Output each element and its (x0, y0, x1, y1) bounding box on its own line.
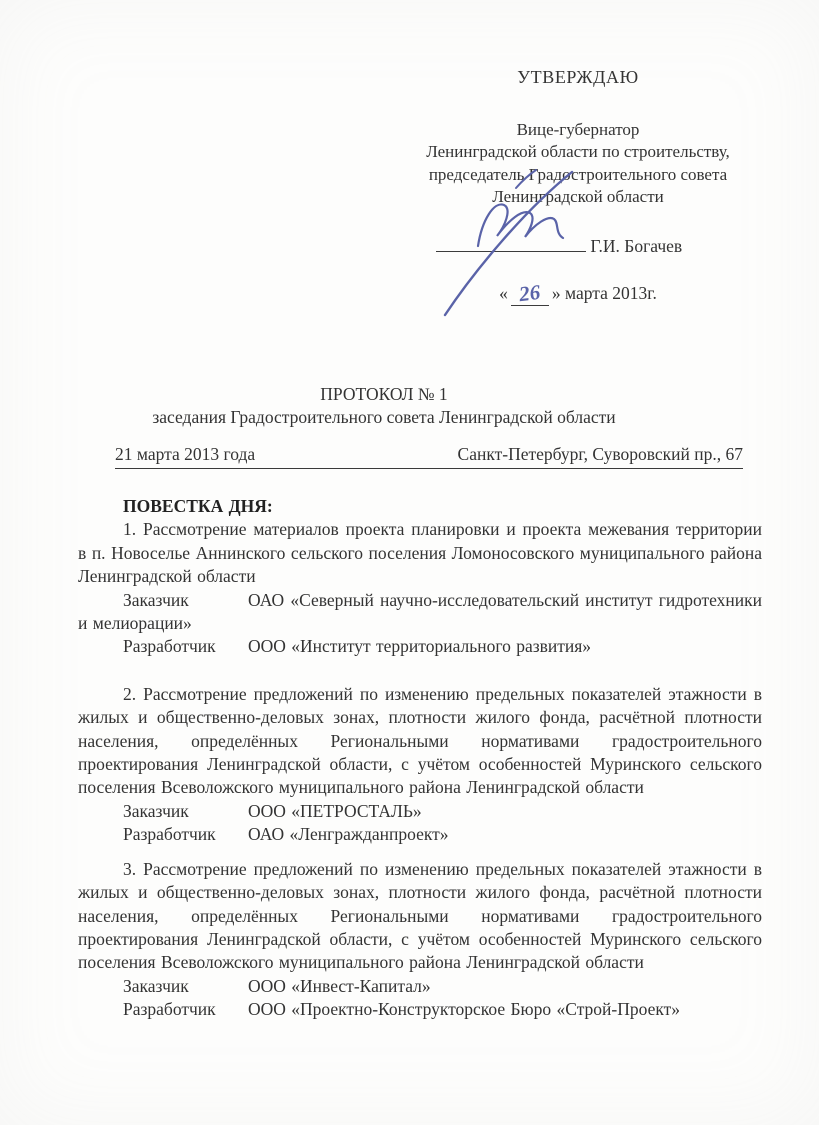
customer-label: Заказчик (123, 975, 189, 996)
agenda-heading: ПОВЕСТКА ДНЯ: (123, 496, 273, 516)
customer-row (78, 589, 762, 636)
customer-value: ООО «Инвест-Капитал» (248, 975, 431, 996)
approval-line-3: председатель Градостроительного совета (428, 164, 728, 184)
customer-row (78, 800, 762, 823)
dateline-place: Санкт-Петербург, Суворовский пр., 67 (457, 444, 743, 464)
item-text: 3. Рассмотрение предложений по изменению предельных показателей этажности в жилых и общественно-деловых зонах, плотности жилого фонда, расчётной плотности населения, определённых Региональными нормативами градостроительного проектирования Ленинградской области, с учётом особенностей Муринского сельского поселения Всеволожского муниципального района Ленинградской области (78, 858, 762, 973)
agenda-item-2 (78, 683, 762, 847)
developer-label: Разработчик (123, 999, 216, 1020)
agenda (78, 495, 762, 1022)
dateline-date: 21 марта 2013 года (115, 444, 256, 464)
signature-scribble (420, 150, 600, 330)
protocol-title-block (78, 383, 690, 429)
customer-value: ООО «ПЕТРОСТАЛЬ» (248, 800, 422, 821)
developer-row (78, 823, 762, 846)
developer-row (78, 998, 762, 1021)
developer-value: ООО «Институт территориального развития» (248, 636, 592, 657)
approval-line-4: Ленинградской области (492, 187, 664, 206)
signature-stroke-flick (516, 170, 536, 188)
customer-label: Заказчик (123, 589, 189, 610)
customer-value: ОАО «Северный научно-исследовательский институт гидротехники и мелиорации» (78, 589, 762, 634)
agenda-item-1 (78, 518, 762, 658)
developer-label: Разработчик (123, 824, 216, 845)
developer-value: ООО «Проектно-Конструкторское Бюро «Строй-Проект» (248, 999, 681, 1020)
item-text: 2. Рассмотрение предложений по изменению предельных показателей этажности в жилых и общественно-деловых зонах, плотности жилого фонда, расчётной плотности населения, определённых Региональными нормативами градостроительного проектирования Ленинградской области, с учётом особенностей Муринского сельского поселения Всеволожского муниципального района Ленинградской области (78, 683, 762, 798)
handwritten-day: 26 (518, 279, 542, 307)
signatory-name: Г.И. Богачев (590, 235, 683, 256)
developer-label: Разработчик (123, 636, 216, 657)
protocol-subtitle: заседания Градостроительного совета Ленинградской области (152, 407, 616, 427)
approval-line-1: Вице-губернатор (516, 119, 640, 139)
developer-row (78, 635, 762, 658)
customer-label: Заказчик (123, 800, 189, 821)
signature-stroke-loops (478, 204, 563, 246)
agenda-item-3 (78, 858, 762, 1022)
item-text: 1. Рассмотрение материалов проекта планировки и проекта межевания территории в п. Новоселье Аннинского сельского поселения Ломоносовского муниципального района Ленинградской области (78, 519, 762, 587)
customer-row (78, 975, 762, 998)
signature-stroke-diagonal (445, 172, 572, 315)
date-open-quote: « (499, 283, 508, 303)
date-rest: » марта 2013г. (551, 283, 657, 303)
developer-value: ОАО «Ленгражданпроект» (248, 824, 449, 845)
approval-header: УТВЕРЖДАЮ (517, 67, 639, 87)
protocol-title: ПРОТОКОЛ № 1 (320, 384, 448, 404)
approval-line-2: Ленинградской области по строительству, (426, 142, 730, 161)
dateline (115, 444, 743, 469)
